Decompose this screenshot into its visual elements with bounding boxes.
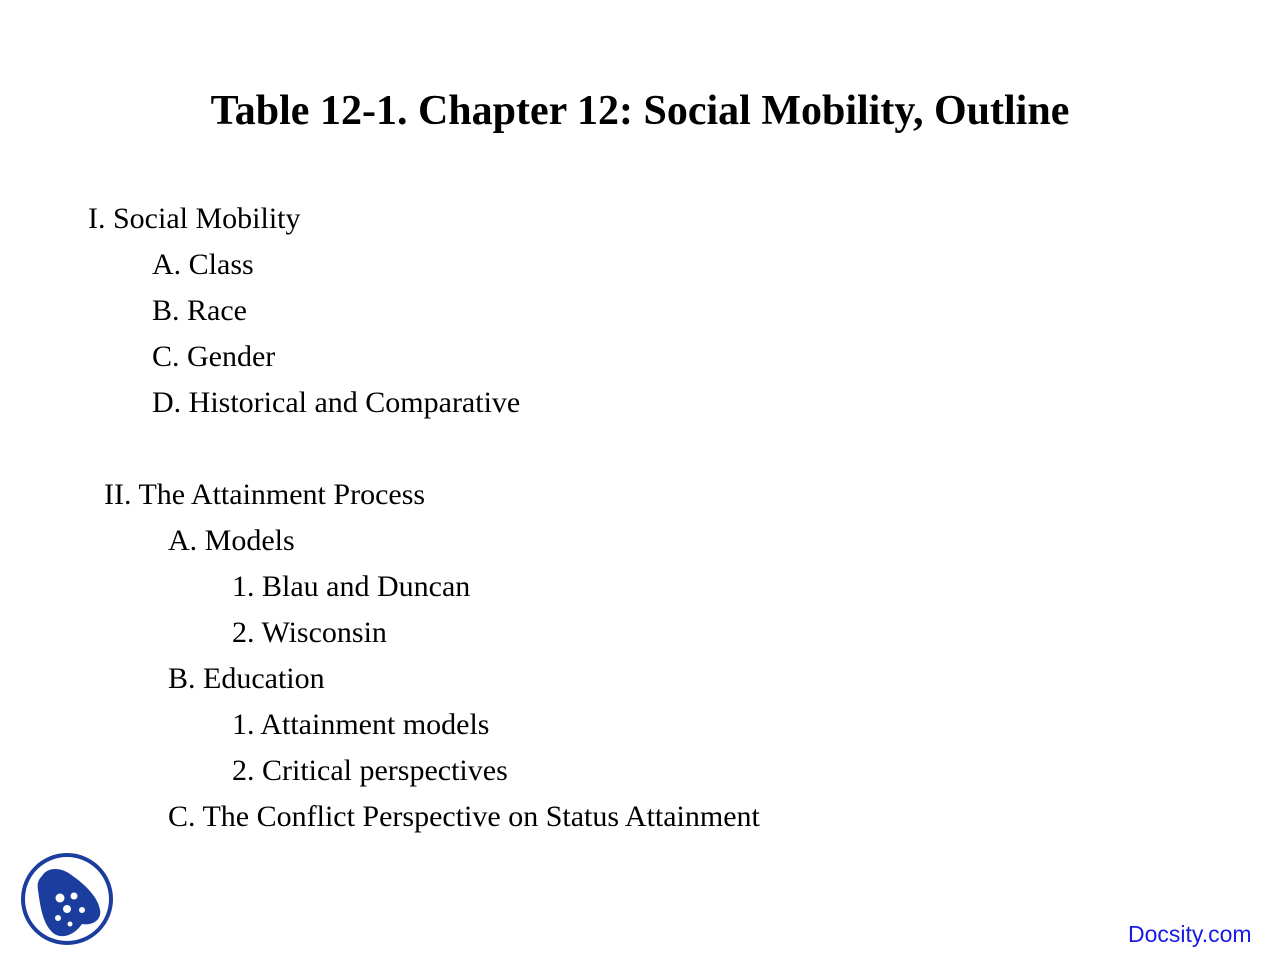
docsity-link[interactable]: Docsity.com xyxy=(1128,921,1252,947)
outline-item-conflict-perspective: C. The Conflict Perspective on Status Attainment xyxy=(168,800,760,833)
docsity-logo-icon xyxy=(20,852,114,946)
logo-dot xyxy=(55,915,61,921)
logo-dot xyxy=(68,922,73,927)
outline-item-education: B. Education xyxy=(168,662,325,695)
outline-item-class: A. Class xyxy=(152,248,254,281)
outline-subitem-attainment-models: 1. Attainment models xyxy=(232,708,490,741)
page-title: Table 12-1. Chapter 12: Social Mobility, Outline xyxy=(210,88,1070,134)
logo-dot xyxy=(79,907,85,913)
logo-dot xyxy=(71,893,78,900)
section-2-heading: II. The Attainment Process xyxy=(104,478,426,511)
logo-dot xyxy=(56,894,65,903)
outline-subitem-critical-perspectives: 2. Critical perspectives xyxy=(232,754,508,787)
outline-subitem-blau-duncan: 1. Blau and Duncan xyxy=(232,570,471,603)
section-1-heading: I. Social Mobility xyxy=(88,202,301,235)
outline-subitem-wisconsin: 2. Wisconsin xyxy=(232,616,387,649)
outline-item-race: B. Race xyxy=(152,294,247,327)
outline-item-gender: C. Gender xyxy=(152,340,276,373)
outline-item-historical: D. Historical and Comparative xyxy=(152,386,521,419)
logo-dot xyxy=(63,905,71,913)
outline-item-models: A. Models xyxy=(168,524,295,557)
